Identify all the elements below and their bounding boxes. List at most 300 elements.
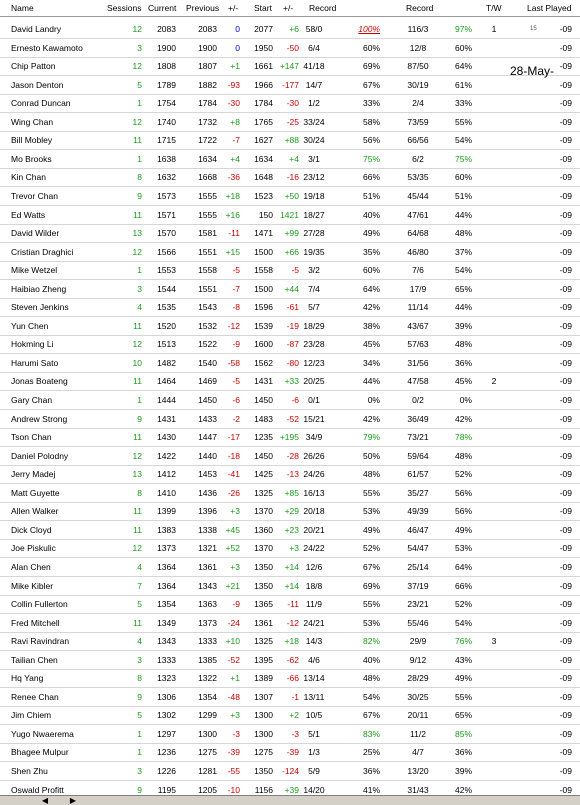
cell-current: 1236: [157, 747, 176, 758]
cell-tw: 2: [491, 376, 497, 387]
cell-name: Jim Chiem: [11, 710, 52, 721]
cell-sessions: 1: [137, 153, 142, 164]
table-row[interactable]: [0, 484, 580, 503]
cell-name: David Wilder: [11, 228, 60, 239]
table-row[interactable]: [0, 614, 580, 633]
cell-pct2: 55%: [454, 691, 472, 702]
cell-sessions: 8: [137, 172, 142, 183]
cell-name: Shen Zhu: [11, 766, 48, 776]
cell-pct2: 65%: [454, 283, 472, 294]
cell-pct2: 64%: [454, 561, 472, 572]
table-row[interactable]: [0, 335, 580, 354]
cell-record: 5/7: [308, 302, 320, 313]
table-row[interactable]: [0, 465, 580, 484]
cell-pct: 83%: [362, 728, 380, 739]
cell-pct: 58%: [362, 116, 380, 127]
cell-pct2: 85%: [454, 728, 472, 739]
table-row[interactable]: [0, 539, 580, 558]
table-row[interactable]: [0, 280, 580, 299]
cell-last-played: -09: [559, 543, 572, 554]
cell-record2: 31/56: [407, 357, 429, 368]
cell-pct2: 48%: [454, 339, 472, 350]
table-row[interactable]: [0, 150, 580, 169]
table-row[interactable]: [0, 577, 580, 596]
cell-last-played: -09: [559, 339, 572, 350]
cell-delta1: -93: [227, 79, 240, 90]
cell-record2: 46/47: [407, 524, 429, 535]
cell-record: 16/13: [303, 487, 325, 498]
cell-sessions: 1: [137, 395, 142, 405]
cell-start: 1765: [254, 116, 273, 127]
cell-delta1: +52: [225, 543, 240, 554]
cell-delta2: +2: [289, 710, 299, 721]
cell-record2: 25/14: [407, 561, 429, 572]
cell-pct2: 65%: [454, 710, 472, 721]
cell-pct: 40%: [362, 209, 380, 220]
cell-current: 1333: [157, 654, 176, 665]
cell-sessions: 12: [132, 543, 142, 554]
cell-delta1: -36: [227, 172, 240, 183]
cell-record: 4/6: [308, 654, 320, 665]
table-row[interactable]: [0, 131, 580, 150]
cell-pct2: 60%: [454, 42, 472, 53]
cell-pct2: 56%: [454, 506, 472, 517]
cell-sessions: 12: [132, 339, 142, 350]
cell-delta2: -50: [286, 42, 299, 53]
cell-record: 13/11: [303, 691, 325, 702]
cell-delta2: -80: [286, 357, 299, 368]
table-row[interactable]: [0, 558, 580, 577]
cell-previous: 2083: [198, 24, 217, 34]
cell-start: 1562: [254, 357, 273, 368]
table-row[interactable]: [0, 521, 580, 540]
cell-sessions: 9: [137, 784, 142, 795]
cell-sessions: 12: [132, 61, 142, 72]
cell-last-played: -09: [559, 450, 572, 461]
cell-start: 1450: [254, 450, 273, 461]
cell-last-played: -09: [559, 302, 572, 313]
cell-record2: 59/64: [407, 450, 429, 461]
table-row[interactable]: [0, 168, 580, 187]
cell-pct: 67%: [362, 710, 380, 721]
table-row[interactable]: [0, 762, 580, 781]
cell-previous: 1440: [198, 450, 217, 461]
cell-name: Andrew Strong: [11, 413, 68, 424]
cell-sessions: 1: [137, 728, 142, 739]
cell-delta2: -30: [286, 98, 299, 109]
cell-sessions: 4: [137, 302, 142, 313]
cell-delta1: +8: [230, 116, 240, 127]
cell-pct2: 76%: [454, 636, 472, 647]
cell-last-played: -09: [559, 79, 572, 90]
cell-current: 1464: [157, 376, 176, 387]
cell-delta1: -9: [232, 339, 240, 350]
table-row[interactable]: [0, 20, 580, 39]
cell-pct: 42%: [362, 413, 380, 424]
cell-last-played: -09: [559, 413, 572, 424]
table-row[interactable]: [0, 261, 580, 280]
cell-last-played: -09: [559, 728, 572, 739]
cell-name: Cristian Draghici: [11, 246, 74, 257]
cell-delta2: -1: [291, 691, 299, 702]
header-last-played: Last Played: [527, 3, 572, 13]
cell-record2: 11/14: [407, 302, 429, 313]
cell-record: 26/26: [303, 450, 325, 461]
table-row[interactable]: [0, 688, 580, 707]
cell-record2: 64/68: [407, 228, 429, 239]
table-row[interactable]: [0, 447, 580, 466]
cell-tw: 1: [491, 24, 497, 34]
table-row[interactable]: [0, 317, 580, 336]
cell-delta2: -52: [286, 413, 299, 424]
cell-name: Yugo Nwaerema: [11, 728, 74, 739]
cell-delta1: -8: [232, 302, 240, 313]
cell-pct: 42%: [362, 302, 380, 313]
cell-pct: 56%: [362, 135, 380, 146]
cell-current: 1323: [157, 673, 176, 684]
cell-delta2: +85: [284, 487, 299, 498]
table-row[interactable]: [0, 354, 580, 373]
cell-pct: 60%: [362, 42, 380, 53]
cell-delta2: +4: [289, 153, 299, 164]
cell-record: 13/14: [303, 673, 325, 684]
cell-record2: 54/47: [407, 543, 429, 554]
cell-record2: 73/59: [407, 116, 429, 127]
cell-sessions: 11: [133, 209, 142, 220]
cell-current: 1553: [157, 265, 176, 276]
cell-record: 58/0: [305, 24, 323, 34]
cell-sessions: 13: [132, 228, 142, 239]
cell-delta1: -10: [227, 784, 240, 795]
cell-previous: 1433: [198, 413, 217, 424]
cell-delta1: -5: [232, 376, 240, 387]
cell-sessions: 11: [133, 617, 142, 628]
cell-pct2: 48%: [454, 450, 472, 461]
cell-delta1: +16: [225, 209, 240, 220]
cell-delta2: -12: [286, 617, 299, 628]
cell-sessions: 8: [137, 487, 142, 498]
cell-record: 14/7: [305, 79, 323, 90]
cell-pct: 35%: [362, 246, 380, 257]
cell-record: 24/22: [303, 543, 325, 554]
cell-last-played: -09: [559, 561, 572, 572]
cell-delta2: +39: [284, 784, 299, 795]
header-start: Start: [254, 3, 272, 13]
cell-record2: 57/63: [407, 339, 429, 350]
cell-delta2: +6: [289, 24, 299, 34]
cell-previous: 1363: [198, 599, 217, 610]
table-row[interactable]: [0, 94, 580, 113]
cell-delta1: -17: [227, 432, 240, 443]
cell-start: 1523: [254, 190, 273, 201]
cell-delta1: -52: [227, 654, 240, 665]
cell-pct: 50%: [362, 450, 380, 461]
cell-delta2: -66: [286, 673, 299, 684]
cell-current: 1573: [157, 190, 176, 201]
cell-delta2: +99: [284, 228, 299, 239]
cell-pct2: 53%: [454, 543, 472, 554]
header-sessions: Sessions: [107, 3, 142, 13]
table-row[interactable]: [0, 410, 580, 429]
cell-delta2: -177: [281, 79, 299, 90]
cell-record: 18/27: [303, 209, 325, 220]
cell-name: Chip Patton: [11, 61, 56, 72]
cell-previous: 1338: [198, 524, 217, 535]
cell-record: 19/35: [303, 246, 325, 257]
cell-delta1: -3: [232, 728, 240, 739]
cell-delta1: +1: [230, 61, 240, 72]
date-overlay-cell[interactable]: 28-May-: [510, 64, 555, 78]
cell-previous: 1900: [198, 42, 217, 53]
cell-record2: 31/43: [407, 784, 429, 795]
cell-current: 1297: [157, 728, 176, 739]
cell-name: Daniel Polodny: [11, 450, 69, 461]
cell-record: 27/28: [303, 228, 325, 239]
cell-record2: 6/2: [412, 153, 424, 164]
cell-start: 1361: [254, 617, 273, 628]
cell-start: 1235: [254, 432, 273, 443]
cell-last-played: -09: [559, 283, 572, 294]
cell-record2: 46/80: [407, 246, 429, 257]
cell-current: 1544: [157, 283, 176, 294]
cell-last-played: -09: [559, 116, 572, 127]
cell-delta1: -7: [232, 135, 240, 146]
cell-pct2: 52%: [454, 599, 472, 610]
cell-pct: 79%: [362, 432, 380, 443]
cell-current: 1349: [157, 617, 176, 628]
table-row[interactable]: [0, 206, 580, 225]
cell-sessions: 3: [137, 283, 142, 294]
table-row[interactable]: [0, 372, 580, 391]
cell-sessions: 7: [137, 580, 142, 591]
cell-sessions: 3: [137, 654, 142, 665]
cell-previous: 1543: [198, 302, 217, 313]
cell-delta1: +1: [230, 673, 240, 684]
cell-delta1: -12: [227, 320, 240, 331]
cell-record2: 23/21: [407, 599, 429, 610]
cell-name: Joe Piskulic: [11, 543, 56, 554]
cell-last-played: -09: [559, 209, 572, 220]
cell-pct: 75%: [362, 153, 380, 164]
cell-start: 1370: [254, 543, 273, 554]
cell-pct2: 36%: [454, 357, 472, 368]
cell-pct: 60%: [362, 265, 380, 276]
cell-current: 1364: [157, 561, 176, 572]
cell-delta1: +10: [225, 636, 240, 647]
table-row[interactable]: [0, 298, 580, 317]
cell-previous: 1453: [198, 469, 217, 480]
cell-record: 20/18: [303, 506, 325, 517]
table-row[interactable]: [0, 743, 580, 762]
cell-record2: 73/21: [407, 432, 429, 443]
cell-delta2: -25: [286, 116, 299, 127]
cell-start: 1300: [254, 710, 273, 721]
cell-pct: 69%: [362, 61, 380, 72]
table-row[interactable]: [0, 428, 580, 447]
table-row[interactable]: [0, 706, 580, 725]
cell-name: Bhagee Mulpur: [11, 747, 69, 758]
cell-record: 3/2: [308, 265, 320, 276]
cell-sessions: 10: [132, 357, 142, 368]
cell-delta1: +3: [230, 561, 240, 572]
cell-previous: 1447: [198, 432, 217, 443]
cell-name: Yun Chen: [11, 320, 49, 331]
cell-delta1: -7: [232, 283, 240, 294]
table-row[interactable]: [0, 224, 580, 243]
cell-record: 10/5: [305, 710, 323, 721]
table-row[interactable]: [0, 632, 580, 651]
cell-name: Alan Chen: [11, 561, 51, 572]
cell-last-played: -09: [559, 395, 572, 405]
cell-delta1: -18: [227, 450, 240, 461]
cell-start: 1661: [254, 61, 273, 72]
cell-delta1: +4: [230, 153, 240, 164]
cell-start: 1634: [254, 153, 273, 164]
cell-delta2: -62: [286, 654, 299, 665]
table-row[interactable]: [0, 243, 580, 262]
cell-previous: 1732: [198, 116, 217, 127]
cell-delta2: +18: [284, 636, 299, 647]
cell-start: 1389: [254, 673, 273, 684]
cell-previous: 1532: [198, 320, 217, 331]
cell-previous: 1322: [198, 673, 217, 684]
cell-last-played: -09: [559, 524, 572, 535]
header-tw: T/W: [486, 3, 502, 13]
cell-pct: 66%: [362, 172, 380, 183]
cell-current: 1808: [157, 61, 176, 72]
cell-current: 1343: [157, 636, 176, 647]
cell-last-played: -09: [559, 599, 572, 610]
cell-delta2: -87: [286, 339, 299, 350]
column-header-row: [0, 0, 580, 17]
table-row[interactable]: [0, 113, 580, 132]
cell-pct2: 56%: [454, 487, 472, 498]
cell-current: 1302: [157, 710, 176, 721]
table-row[interactable]: [0, 39, 580, 58]
cell-current: 1715: [157, 135, 176, 146]
cell-sessions: 11: [133, 432, 142, 443]
cell-previous: 1321: [198, 543, 217, 554]
table-row[interactable]: [0, 669, 580, 688]
cell-previous: 1354: [198, 691, 217, 702]
cell-pct2: 66%: [454, 580, 472, 591]
cell-record2: 116/3: [407, 24, 429, 34]
cell-start: 1600: [254, 339, 273, 350]
cell-name: Fred Mitchell: [11, 617, 60, 628]
cell-current: 1306: [157, 691, 176, 702]
cell-pct: 53%: [362, 506, 380, 517]
cell-delta1: -6: [232, 395, 240, 405]
table-row[interactable]: [0, 502, 580, 521]
table-row[interactable]: [0, 391, 580, 410]
cell-delta1: -55: [227, 766, 240, 776]
cell-delta1: -24: [227, 617, 240, 628]
next-sheet-icon[interactable]: ▶: [69, 796, 77, 805]
cell-pct: 67%: [362, 561, 380, 572]
cell-record2: 61/57: [407, 469, 429, 480]
table-row[interactable]: [0, 595, 580, 614]
cell-pct2: 75%: [454, 153, 472, 164]
cell-last-played: -09: [559, 747, 572, 758]
cell-delta1: -2: [232, 413, 240, 424]
table-row[interactable]: [0, 57, 580, 76]
cell-name: Ernesto Kawamoto: [11, 42, 83, 53]
table-row[interactable]: [0, 725, 580, 744]
table-row[interactable]: [0, 76, 580, 95]
cell-record2: 36/49: [407, 413, 429, 424]
cell-pct2: 64%: [454, 61, 472, 72]
cell-record2: 66/56: [407, 135, 429, 146]
table-row[interactable]: [0, 187, 580, 206]
cell-last-played: -09: [559, 710, 572, 721]
cell-start: 1370: [254, 506, 273, 517]
cell-current: 1570: [157, 228, 176, 239]
cell-sessions: 8: [137, 673, 142, 684]
cell-sessions: 1: [137, 747, 142, 758]
cell-sessions: 5: [137, 599, 142, 610]
cell-current: 1632: [157, 172, 176, 183]
cell-current: 1520: [157, 320, 176, 331]
table-row[interactable]: [0, 651, 580, 670]
cell-delta1: -5: [232, 265, 240, 276]
cell-sessions: 12: [132, 24, 142, 34]
cell-last-played: -09: [559, 357, 572, 368]
header-current: Current: [148, 3, 177, 13]
cell-previous: 1551: [198, 283, 217, 294]
cell-name: Mike Kibler: [11, 580, 54, 591]
stray-cell-text: 15: [530, 26, 537, 32]
cell-pct2: 39%: [454, 766, 472, 776]
cell-record2: 49/39: [407, 506, 429, 517]
cell-name: Hokming Li: [11, 339, 54, 350]
cell-start: 1500: [254, 283, 273, 294]
cell-sessions: 11: [133, 135, 142, 146]
cell-pct: 55%: [362, 487, 380, 498]
cell-pct2: 61%: [454, 79, 472, 90]
cell-previous: 1469: [198, 376, 217, 387]
cell-record: 23/12: [303, 172, 325, 183]
cell-name: Renee Chan: [11, 691, 59, 702]
cell-last-played: -09: [559, 265, 572, 276]
cell-delta1: 0: [235, 24, 240, 34]
cell-sessions: 9: [137, 413, 142, 424]
cell-last-played: -09: [559, 506, 572, 517]
cell-pct: 38%: [362, 320, 380, 331]
cell-start: 1483: [254, 413, 273, 424]
cell-pct2: 43%: [454, 654, 472, 665]
cell-start: 1648: [254, 172, 273, 183]
cell-pct: 100%: [358, 24, 380, 34]
cell-delta1: +3: [230, 710, 240, 721]
cell-pct: 45%: [362, 339, 380, 350]
cell-delta1: -58: [227, 357, 240, 368]
cell-pct2: 49%: [454, 524, 472, 535]
cell-name: Collin Fullerton: [11, 599, 68, 610]
header-delta2: +/-: [283, 3, 294, 13]
cell-current: 1444: [157, 395, 176, 405]
cell-sessions: 1: [137, 98, 142, 109]
cell-record2: 37/19: [407, 580, 429, 591]
cell-delta2: +14: [284, 580, 299, 591]
prev-sheet-icon[interactable]: ◀: [41, 796, 49, 805]
cell-record: 41/18: [303, 61, 325, 72]
cell-pct: 48%: [362, 469, 380, 480]
cell-pct: 49%: [362, 228, 380, 239]
cell-record2: 0/2: [412, 395, 424, 405]
cell-delta1: -11: [228, 228, 240, 239]
cell-delta1: -26: [227, 487, 240, 498]
cell-delta1: -41: [227, 469, 240, 480]
